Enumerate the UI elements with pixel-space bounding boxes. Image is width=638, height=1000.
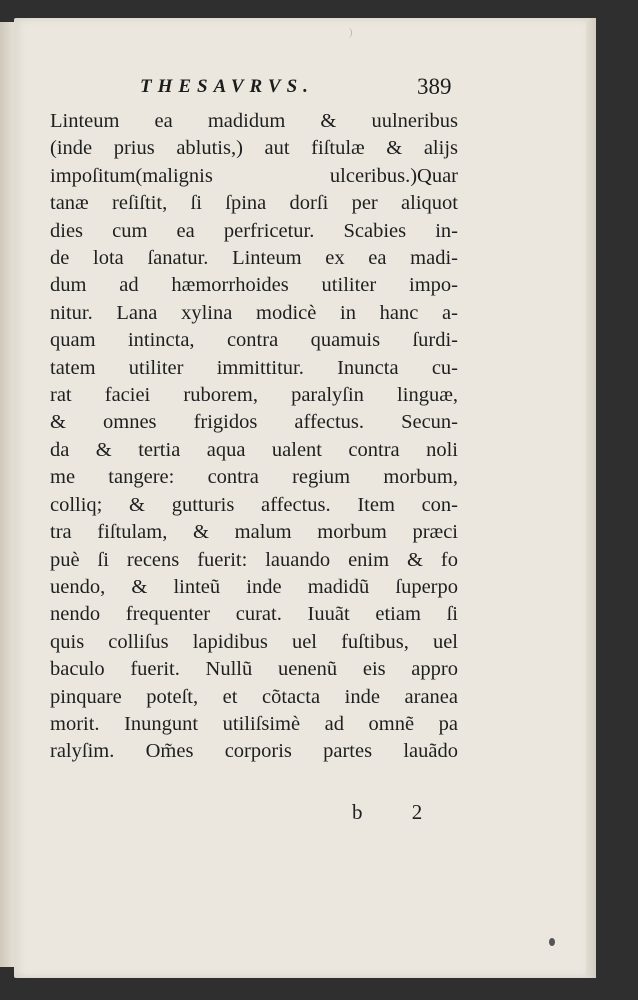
text-line: dies cum ea perfricetur. Scabies in- [50,219,458,242]
text-line: quis colliſus lapidibus uel fuſtibus, uel [50,630,458,653]
text-line: colliq; & gutturis affectus. Item con- [50,493,458,516]
text-line: pinquare poteſt, et cõtacta inde aranea [50,685,458,708]
page-number: 389 [417,74,452,99]
text-line: (inde prius ablutis,) aut fiſtulæ & alijs [50,137,458,160]
text-line: uendo, & linteũ inde madidũ ſuperpo [50,575,458,598]
text-line: de lota ſanatur. Linteum ex ea madi- [50,247,458,270]
running-title: THESAVRVS. [140,76,314,97]
text-line: nitur. Lana xylina modicè in hanc a- [50,301,458,324]
text-line: nendo frequenter curat. Iuuãt etiam ſi [50,603,458,626]
text-line: tra fiſtulam, & malum morbum præci [50,521,458,544]
text-line: da & tertia aqua ualent contra noli [50,438,458,461]
signature-mark: b 2 [352,800,445,824]
scan-background [596,18,638,978]
text-line: impoſitum(malignis ulceribus.)Quar [50,164,458,187]
ink-speck [549,938,555,946]
text-line: tatem utiliter immittitur. Inuncta cu- [50,356,458,379]
text-line: & omnes frigidos affectus. Secun- [50,411,458,434]
previous-page-edge [0,22,15,967]
text-line: morit. Inungunt utiliſsimè ad omnẽ pa [50,712,458,735]
text-line: baculo fuerit. Nullũ uenenũ eis appro [50,658,458,681]
body-text [50,108,458,766]
text-line: Linteum ea madidum & uulneribus [50,110,458,132]
text-line: tanæ reſiſtit, ſi ſpina dorſi per aliquot [50,192,458,215]
text-line: quam intincta, contra quamuis ſurdi- [50,329,458,352]
text-line: ralyſim. Om̃es corporis partes lauãdo [50,740,458,763]
text-line: me tangere: contra regium morbum, [50,466,458,489]
text-line: rat faciei ruborem, paralyſin linguæ, [50,384,458,407]
page-edge-shadow [586,18,596,978]
text-line: dum ad hæmorrhoides utiliter impo- [50,274,458,297]
text-line: puè ſi recens fuerit: lauando enim & fo [50,548,458,571]
